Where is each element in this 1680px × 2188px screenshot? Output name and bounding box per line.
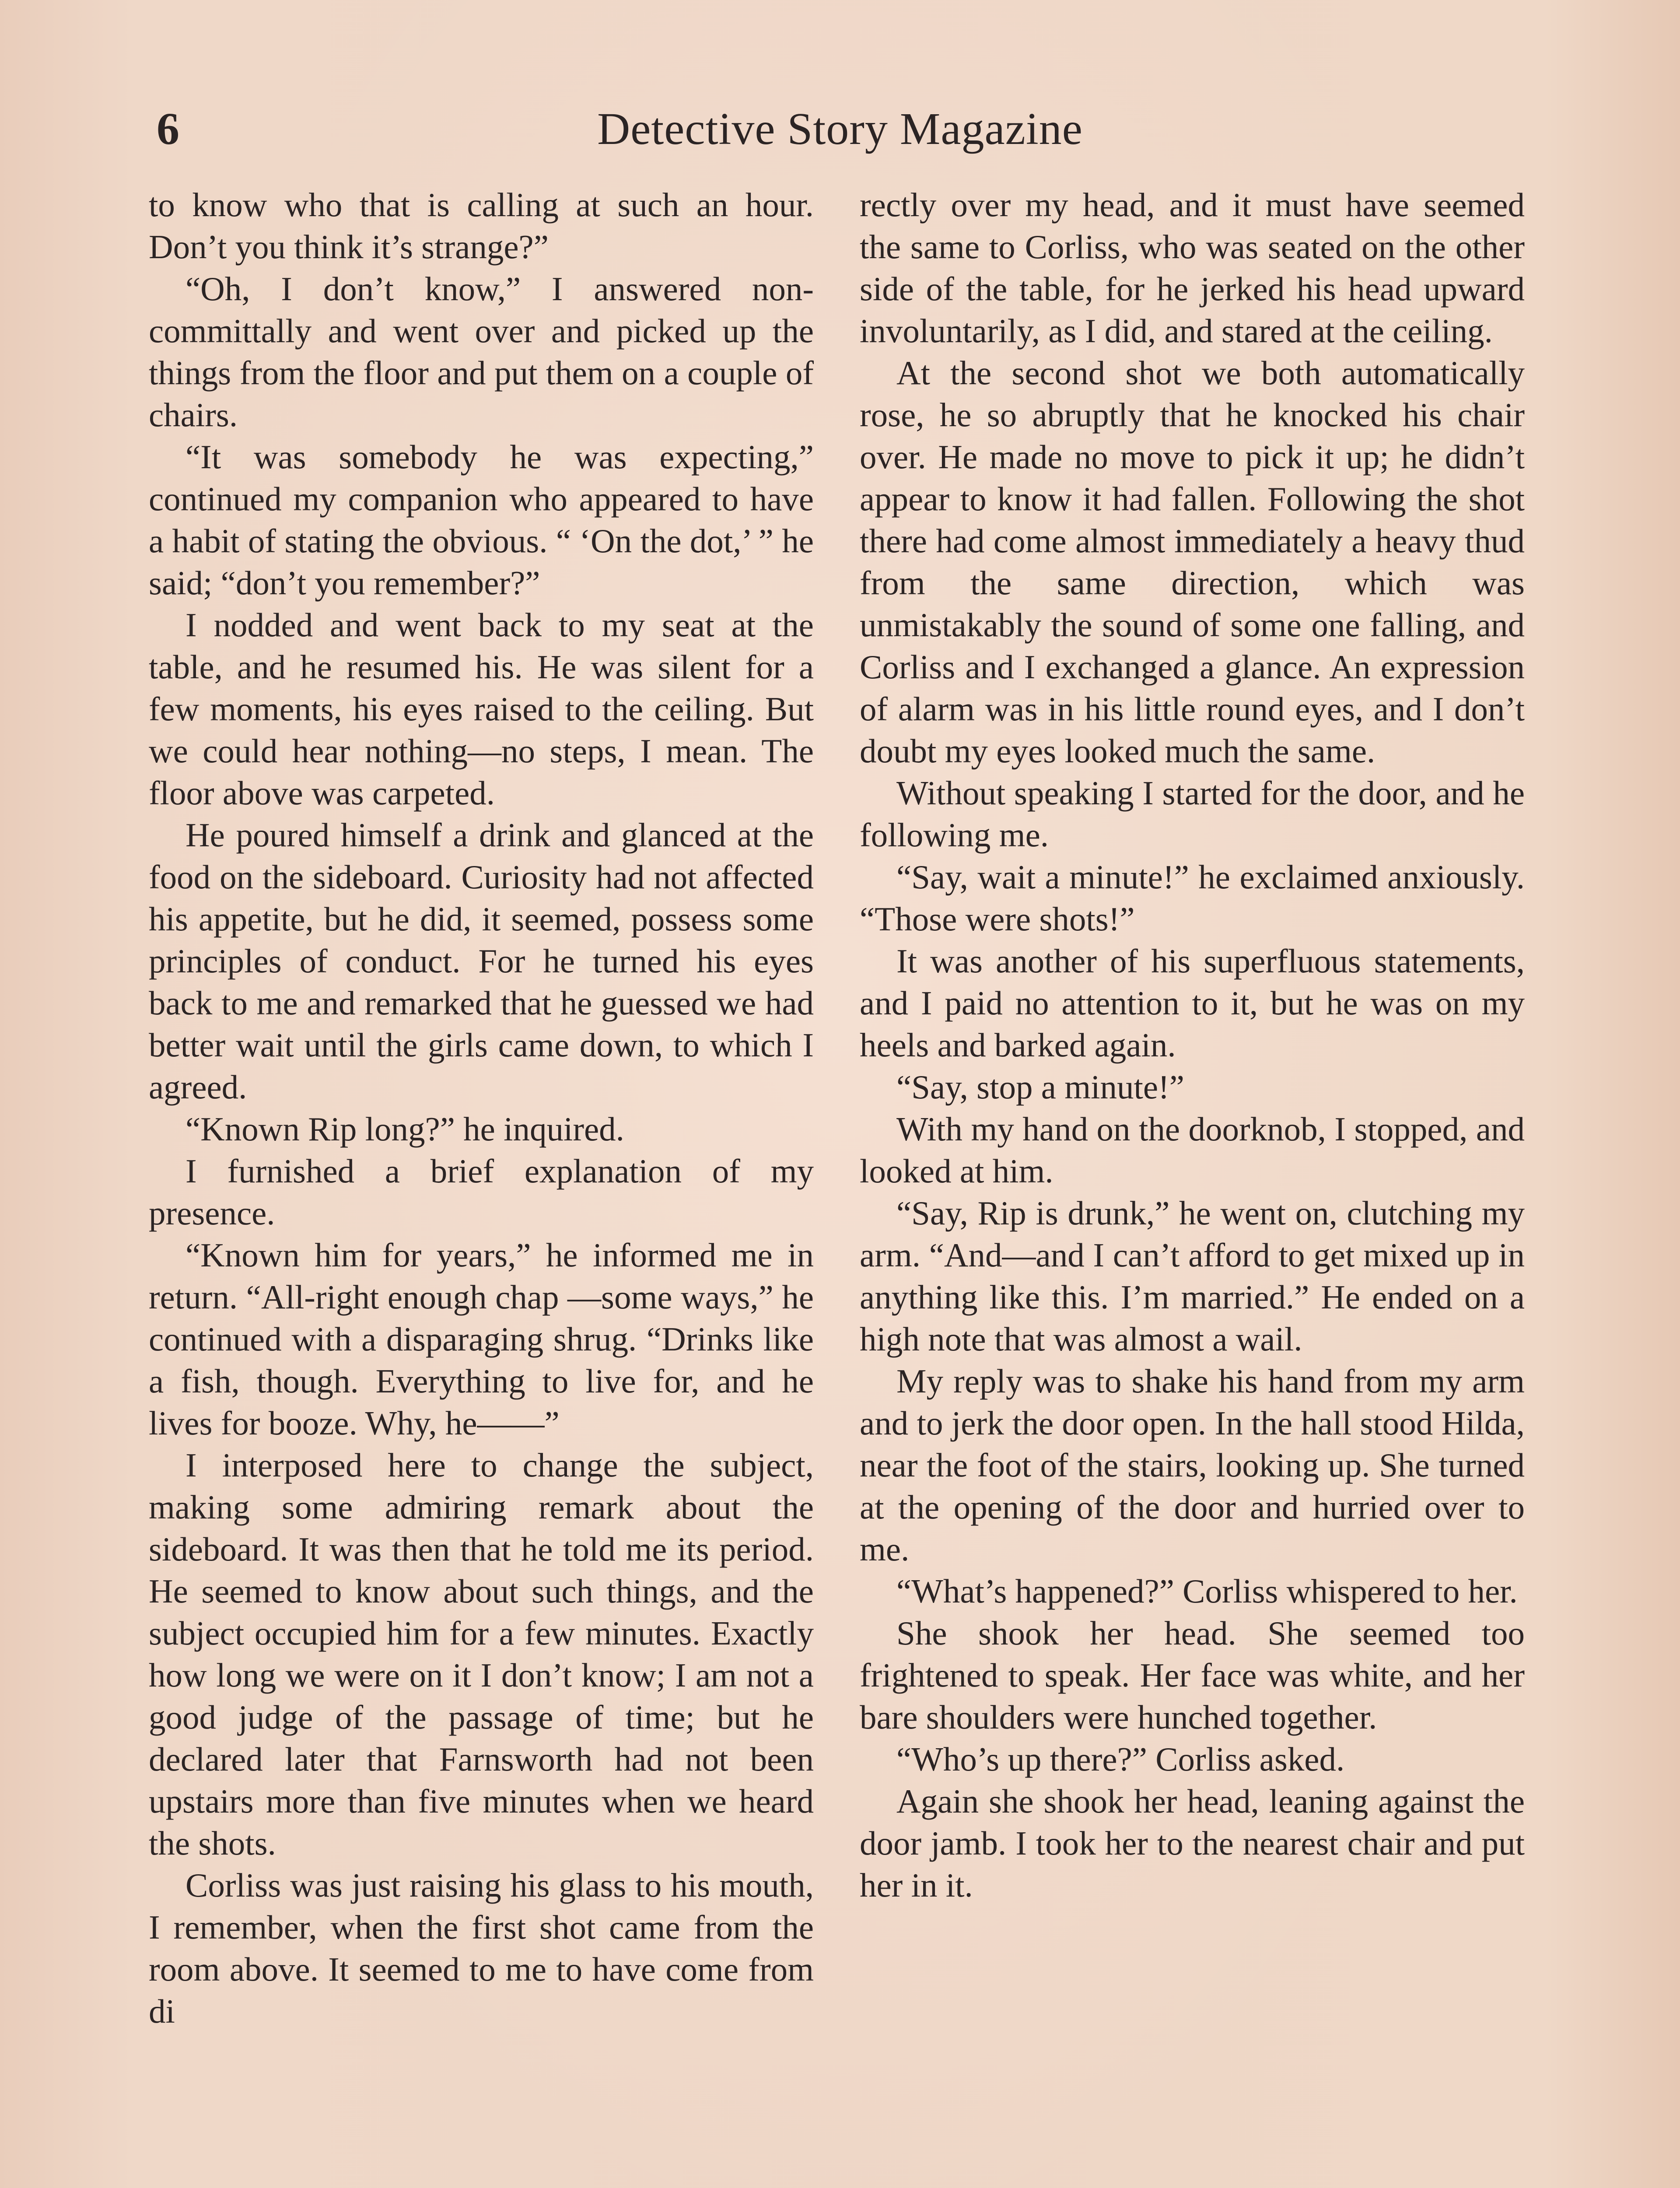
magazine-title: Detective Story Magazine (597, 104, 1083, 154)
paragraph: “Say, Rip is drunk,” he went on, clutching my arm. “And—and I can’t afford to get mixed up in anything like this. I’m married.” He ended on a high note that was almost a wail. (860, 1194, 1525, 1358)
paragraph: “Who’s up there?” Corliss asked. (896, 1740, 1345, 1778)
paragraph: “What’s happened?” Corliss whispered to her. (896, 1572, 1518, 1610)
paragraph: She shook her head. She seemed too frightened to speak. Her face was white, and her bare shoulders were hunched together. (860, 1614, 1525, 1736)
text-column-left (149, 184, 814, 2032)
running-head (0, 98, 1680, 160)
paragraph: rectly over my head, and it must have seemed the same to Corliss, who was seated on the other side of the table, for he jerked his head upward involuntarily, as I did, and stared at the ceiling. (860, 186, 1525, 350)
paragraph: “Say, wait a minute!” he exclaimed anxiously. “Those were shots!” (860, 858, 1525, 938)
paragraph: I interposed here to change the subject, making some admiring remark about the sideboard. It was then that he told me its period. He seemed to know about such things, and the subject occupied him for a few minutes. Exactly how long we were on it I don’t know; I am not a good judge of the passage of time; but he declared later that Farnsworth had not been upstairs more than five minutes when we heard the shots. (149, 1446, 814, 1862)
paragraph: At the second shot we both automatically rose, he so abruptly that he knocked his chair over. He made no move to pick it up; he didn’t appear to know it had fallen. Following the shot there had come almost immediately a heavy thud from the same direction, which was unmistakably the sound of some one falling, and Corliss and I exchanged a glance. An expression of alarm was in his little round eyes, and I don’t doubt my eyes looked much the same. (860, 354, 1525, 770)
paragraph: “Known Rip long?” he inquired. (186, 1110, 624, 1148)
paragraph: I furnished a brief explanation of my presence. (149, 1152, 814, 1232)
paragraph: “Known him for years,” he informed me in return. “All-right enough chap —some ways,” he continued with a disparaging shrug. “Drinks like a fish, though. Everything to live for, and he lives for booze. Why, he——” (149, 1236, 814, 1442)
paragraph: Corliss was just raising his glass to his mouth, I remember, when the first shot came from the room above. It seemed to me to have come from di (149, 1866, 814, 2030)
paragraph: Without speaking I started for the door, and he following me. (860, 774, 1525, 854)
paragraph: With my hand on the doorknob, I stopped, and looked at him. (860, 1110, 1525, 1190)
paragraph: Again she shook her head, leaning against the door jamb. I took her to the nearest chair and put her in it. (860, 1782, 1525, 1904)
page-number: 6 (157, 104, 179, 154)
paragraph: It was another of his superfluous statements, and I paid no attention to it, but he was on my heels and barked again. (860, 942, 1525, 1064)
paragraph: “Oh, I don’t know,” I answered noncommittally and went over and picked up the things from the floor and put them on a couple of chairs. (149, 270, 814, 434)
paragraph: I nodded and went back to my seat at the table, and he resumed his. He was silent for a few moments, his eyes raised to the ceiling. But we could hear nothing—no steps, I mean. The floor above was carpeted. (149, 606, 814, 812)
text-column-right (860, 184, 1525, 1906)
paragraph: He poured himself a drink and glanced at the food on the sideboard. Curiosity had not affected his appetite, but he did, it seemed, possess some principles of conduct. For he turned his eyes back to me and remarked that he guessed we had better wait until the girls came down, to which I agreed. (149, 816, 814, 1106)
paragraph: “Say, stop a minute!” (896, 1068, 1184, 1106)
paragraph: My reply was to shake his hand from my arm and to jerk the door open. In the hall stood Hilda, near the foot of the stairs, looking up. She turned at the opening of the door and hurried over to me. (860, 1362, 1525, 1568)
paragraph: “It was somebody he was expecting,” continued my companion who appeared to have a habit of stating the obvious. “ ‘On the dot,’ ” he said; “don’t you remember?” (149, 438, 814, 602)
paragraph: to know who that is calling at such an hour. Don’t you think it’s strange?” (149, 186, 814, 266)
